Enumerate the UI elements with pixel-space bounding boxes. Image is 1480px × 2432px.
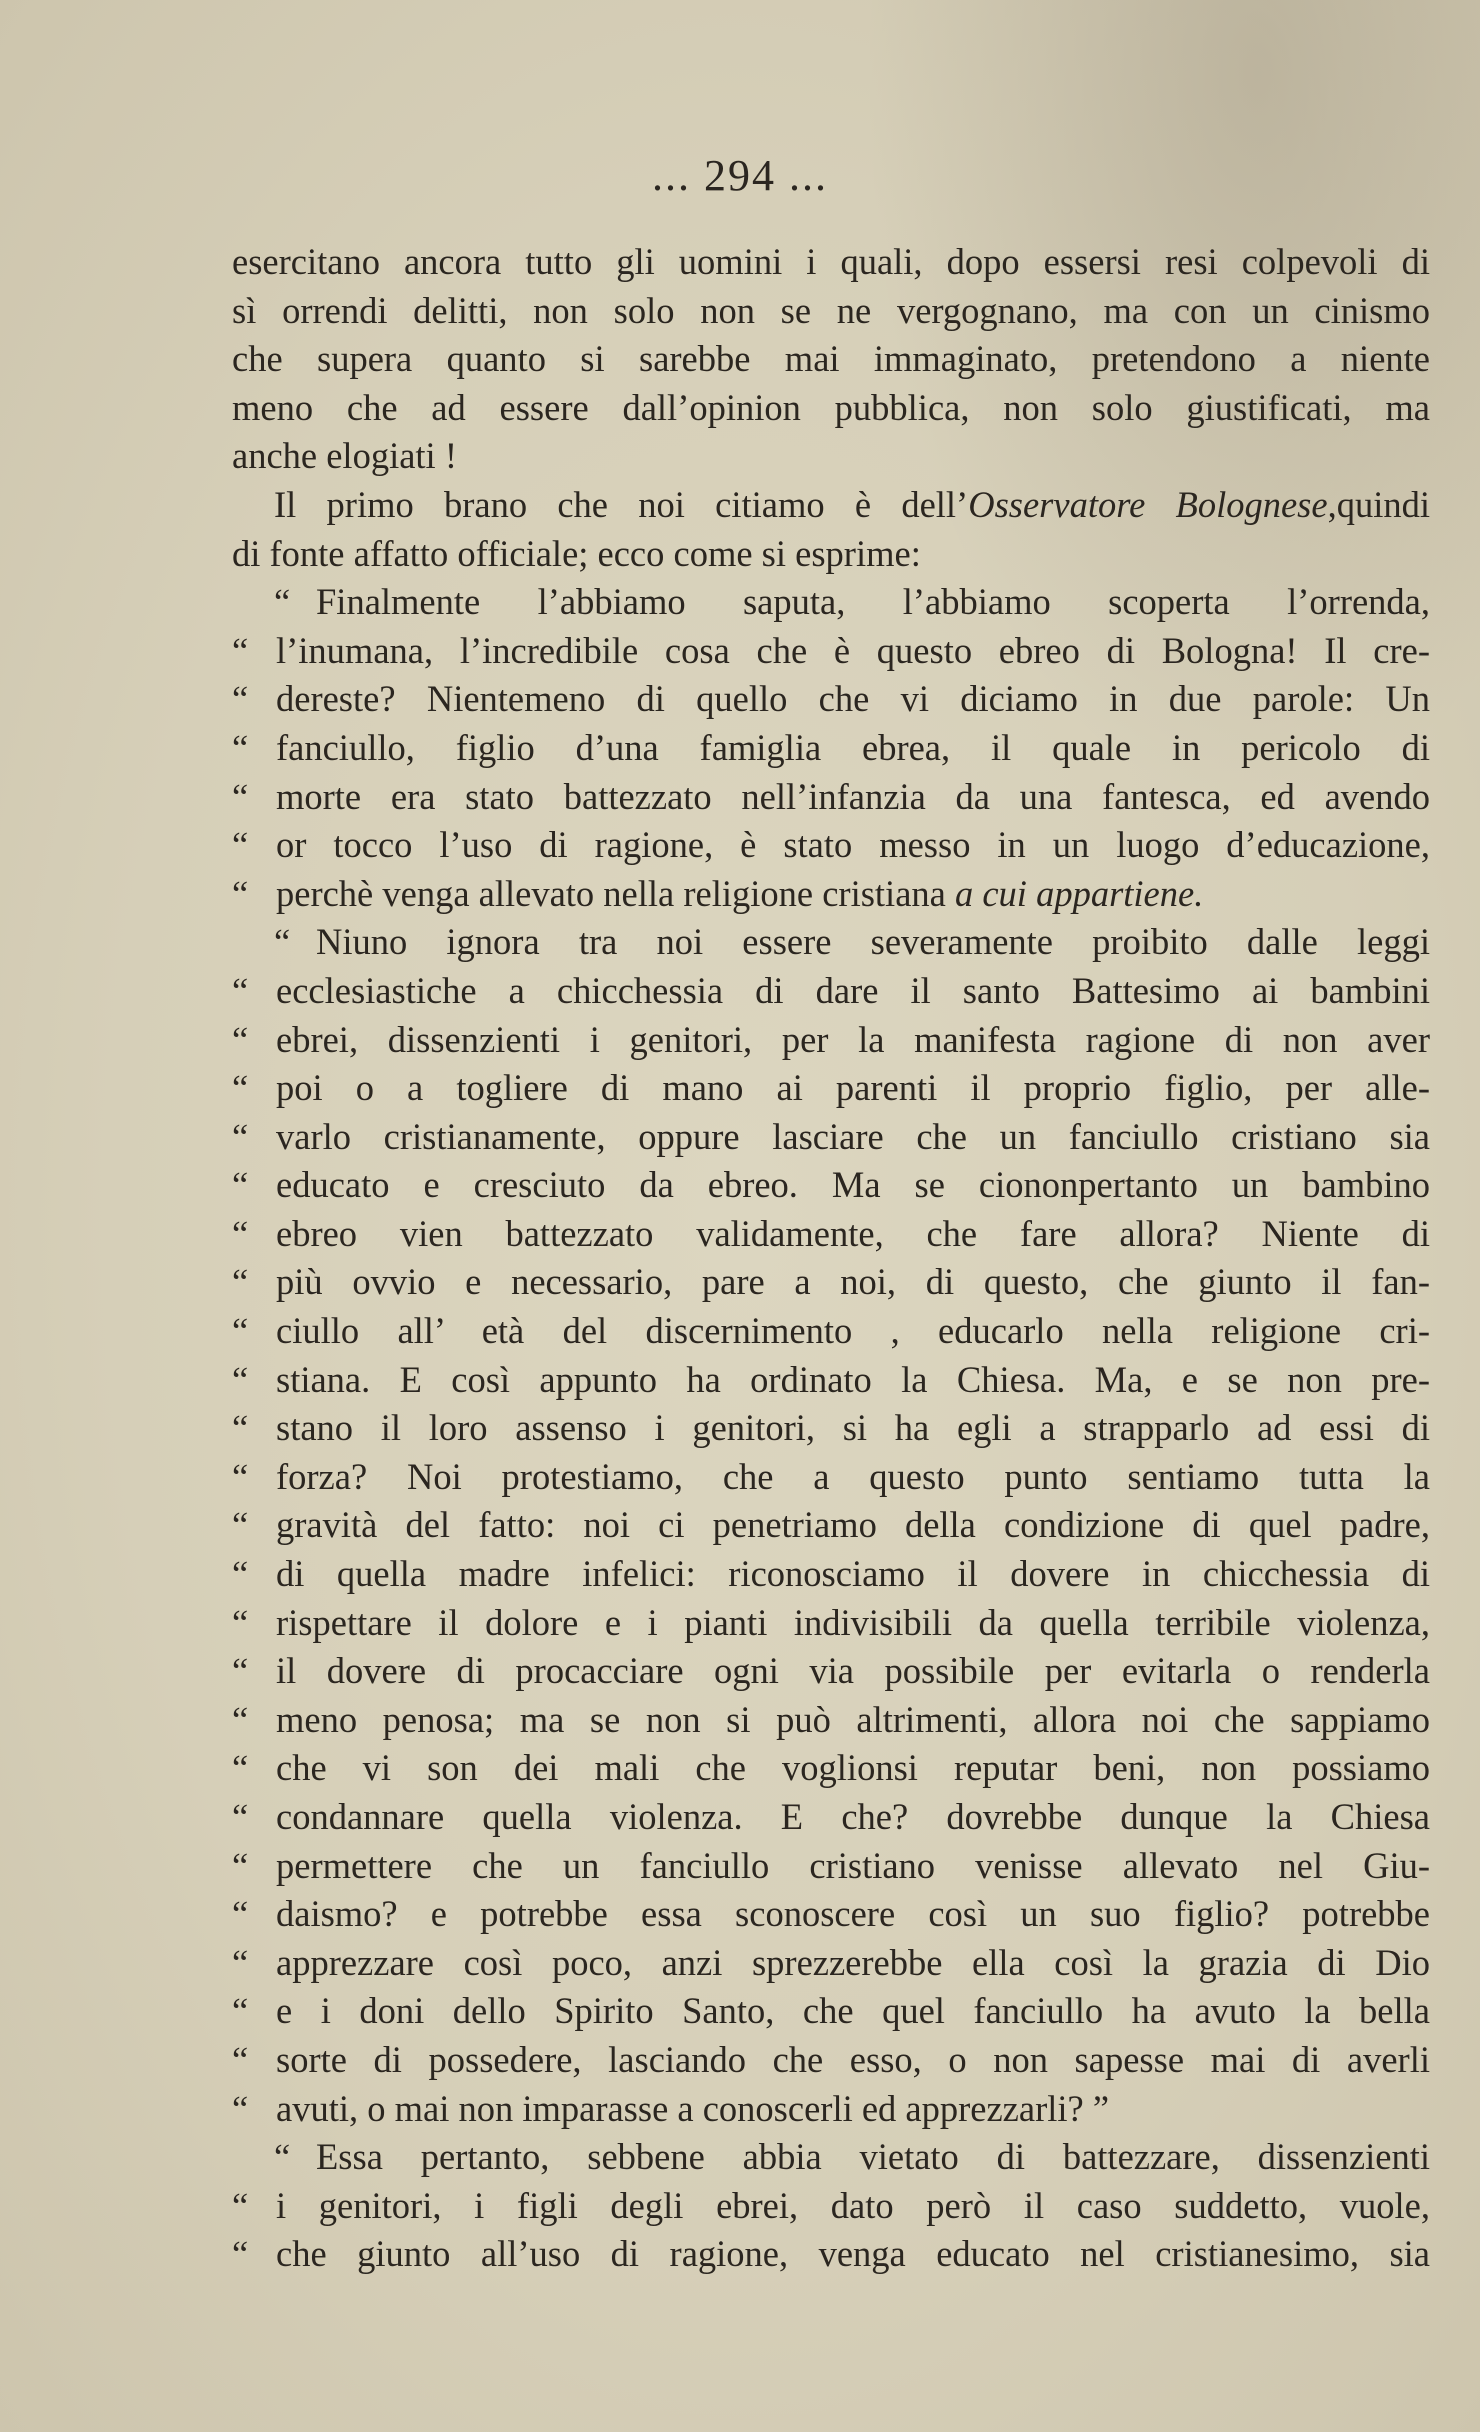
text-line: [232, 1599, 1430, 1648]
text-line: [232, 773, 1430, 822]
quote-mark: “: [232, 1796, 249, 1837]
quote-mark: “: [232, 969, 249, 1011]
text-line: [232, 2182, 1430, 2231]
line-text: daismo? e potrebbe essa sconoscere così un suo figlio? potrebbe: [276, 1893, 1430, 1935]
quote-mark: “: [232, 775, 249, 817]
text-line: [232, 1307, 1430, 1356]
text-line: [232, 1793, 1430, 1842]
quote-mark: “: [232, 1553, 249, 1595]
text-line: [232, 384, 1430, 433]
text-line: [232, 1939, 1430, 1988]
line-text: dereste? Nientemeno di quello che vi diciamo in due parole: Un: [276, 678, 1430, 720]
text-line: [232, 1161, 1430, 1210]
text-line: [232, 2230, 1430, 2279]
quote-mark: “: [232, 1358, 249, 1400]
quote-mark: “: [232, 1941, 249, 1983]
line-text: di quella madre infelici: riconosciamo il dovere in chicchessia di: [276, 1553, 1430, 1595]
line-text: e i doni dello Spirito Santo, che quel fanciullo ha avuto la bella: [276, 1990, 1430, 2032]
line-text: sorte di possedere, lasciando che esso, o non sapesse mai di averli: [276, 2038, 1430, 2080]
line-text: rispettare il dolore e i pianti indivisibili da quella terribile violenza,: [276, 1601, 1430, 1643]
quote-mark: “: [232, 1747, 249, 1789]
line-text: ecclesiastiche a chicchessia di dare il santo Battesimo ai bambini: [276, 969, 1430, 1011]
line-text: gravità del fatto: noi ci penetriamo della condizione di quel padre,: [276, 1504, 1430, 1546]
text-line: [232, 2036, 1430, 2085]
line-text: i genitori, i figli degli ebrei, dato però il caso suddetto, vuole,: [276, 2184, 1430, 2226]
quote-mark: “: [232, 1310, 249, 1352]
line-text: che vi son dei mali che voglionsi reputar beni, non possiamo: [276, 1747, 1430, 1789]
text-line: [232, 1258, 1430, 1307]
line-text: morte era stato battezzato nell’infanzia da una fantesca, ed avendo: [276, 775, 1430, 817]
text-line: [232, 432, 1430, 481]
line-text: stano il loro assenso i genitori, si ha egli a strapparlo ad essi di: [276, 1407, 1430, 1449]
line-text: avuti, o mai non imparasse a conoscerli ed apprezzarli? ”: [276, 2087, 1110, 2129]
italic-text: a cui appartiene.: [954, 872, 1204, 914]
text-line: [232, 1987, 1430, 2036]
text-line: [232, 870, 1430, 919]
line-text: l’inumana, l’incredibile cosa che è questo ebreo di Bologna! Il cre-: [276, 629, 1430, 671]
text-line: [232, 1404, 1430, 1453]
quote-mark: “: [232, 629, 249, 671]
line-text: Essa pertanto, sebbene abbia vietato di battezzare, dissenzienti: [316, 2136, 1430, 2178]
quote-mark: “: [232, 1698, 249, 1740]
italic-text: Osservatore Bolognese: [968, 483, 1328, 525]
text-line: [232, 481, 1430, 530]
line-text: anche elogiati !: [232, 435, 457, 477]
line-text: esercitano ancora tutto gli uomini i quali, dopo essersi resi colpevoli di: [232, 241, 1430, 282]
text-line: [232, 1016, 1430, 1065]
quote-mark: “: [232, 1018, 249, 1060]
text-line: [232, 1647, 1430, 1696]
line-text: il dovere di procacciare ogni via possibile per evitarla o renderla: [276, 1650, 1430, 1692]
quote-mark: “: [232, 1893, 249, 1935]
text-line: [232, 1501, 1430, 1550]
text-line: [232, 335, 1430, 384]
quote-mark: “: [232, 2087, 249, 2129]
line-text: condannare quella violenza. E che? dovrebbe dunque la Chiesa: [276, 1796, 1430, 1837]
text-line: [232, 1356, 1430, 1405]
line-text: Niuno ignora tra noi essere severamente proibito dalle leggi: [316, 921, 1430, 963]
line-text: ebreo vien battezzato validamente, che fare allora? Niente di: [276, 1212, 1430, 1254]
text-line: [232, 1453, 1430, 1502]
quote-mark: “: [232, 1164, 249, 1206]
quote-mark: “: [232, 2184, 249, 2226]
page-number: ... 294 ...: [652, 151, 828, 200]
text-line: [232, 287, 1430, 336]
text-line: [232, 578, 1430, 627]
quote-mark: “: [232, 1650, 249, 1692]
text-line: [232, 675, 1430, 724]
text-line: [232, 1210, 1430, 1259]
text-line: [232, 1842, 1430, 1891]
line-text: forza? Noi protestiamo, che a questo punto sentiamo tutta la: [276, 1455, 1430, 1497]
quote-mark: “: [232, 1115, 249, 1157]
line-text: che giunto all’uso di ragione, venga educato nel cristianesimo, sia: [276, 2233, 1430, 2275]
quote-mark: “: [232, 1844, 249, 1886]
line-text: sì orrendi delitti, non solo non se ne vergognano, ma con un cinismo: [232, 289, 1430, 331]
text-line: [232, 627, 1430, 676]
line-text: perchè venga allevato nella religione cristiana: [276, 872, 955, 914]
text-line: [232, 530, 1430, 579]
text-line: [232, 1890, 1430, 1939]
text-line: [232, 724, 1430, 773]
line-text: che supera quanto si sarebbe mai immaginato, pretendono a niente: [232, 338, 1430, 380]
line-text: fanciullo, figlio d’una famiglia ebrea, il quale in pericolo di: [276, 726, 1430, 768]
line-text: Finalmente l’abbiamo saputa, l’abbiamo scoperta l’orrenda,: [316, 581, 1430, 623]
text-line: [232, 821, 1430, 870]
line-text: permettere che un fanciullo cristiano venisse allevato nel Giu-: [276, 1844, 1430, 1886]
line-text: or tocco l’uso di ragione, è stato messo in un luogo d’educazione,: [276, 824, 1430, 866]
quote-mark: “: [232, 2233, 249, 2275]
text-line: [232, 918, 1430, 967]
text-line: [232, 238, 1430, 287]
line-text: più ovvio e necessario, pare a noi, di questo, che giunto il fan-: [276, 1261, 1430, 1303]
quote-mark: “: [274, 581, 291, 623]
line-text: ciullo all’ età del discernimento , educarlo nella religione cri-: [276, 1310, 1430, 1352]
quote-mark: “: [232, 1261, 249, 1303]
quote-mark: “: [232, 1067, 249, 1109]
line-text: meno penosa; ma se non si può altrimenti, allora noi che sappiamo: [276, 1698, 1430, 1740]
text-line: [232, 1696, 1430, 1745]
line-text: varlo cristianamente, oppure lasciare che un fanciullo cristiano sia: [276, 1115, 1430, 1157]
quote-mark: “: [232, 1504, 249, 1546]
line-text: poi o a togliere di mano ai parenti il proprio figlio, per alle-: [276, 1067, 1430, 1109]
quote-mark: “: [232, 824, 249, 866]
text-line: [232, 1550, 1430, 1599]
text-line: [232, 2133, 1430, 2182]
quote-mark: “: [232, 872, 249, 914]
quote-mark: “: [274, 921, 291, 963]
quote-mark: “: [232, 1990, 249, 2032]
line-text: ,quindi: [1327, 483, 1431, 525]
line-text: di fonte affatto officiale; ecco come si esprime:: [232, 532, 921, 574]
line-text: educato e cresciuto da ebreo. Ma se ciononpertanto un bambino: [276, 1164, 1430, 1206]
quote-mark: “: [232, 1601, 249, 1643]
line-text: ebrei, dissenzienti i genitori, per la manifesta ragione di non aver: [276, 1018, 1430, 1060]
text-line: [232, 2085, 1430, 2134]
quote-mark: “: [274, 2136, 291, 2178]
quote-mark: “: [232, 678, 249, 720]
quote-mark: “: [232, 1212, 249, 1254]
text-line: [232, 1744, 1430, 1793]
line-text: apprezzare così poco, anzi sprezzerebbe ella così la grazia di Dio: [276, 1941, 1430, 1983]
page-body-text: [232, 238, 1430, 2279]
line-text: Il primo brano che noi citiamo è dell’: [274, 483, 969, 525]
quote-mark: “: [232, 1407, 249, 1449]
text-line: [232, 1064, 1430, 1113]
quote-mark: “: [232, 726, 249, 768]
text-line: [232, 1113, 1430, 1162]
quote-mark: “: [232, 2038, 249, 2080]
text-line: [232, 967, 1430, 1016]
line-text: meno che ad essere dall’opinion pubblica, non solo giustificati, ma: [232, 386, 1430, 428]
line-text: stiana. E così appunto ha ordinato la Chiesa. Ma, e se non pre-: [276, 1358, 1430, 1400]
quote-mark: “: [232, 1455, 249, 1497]
